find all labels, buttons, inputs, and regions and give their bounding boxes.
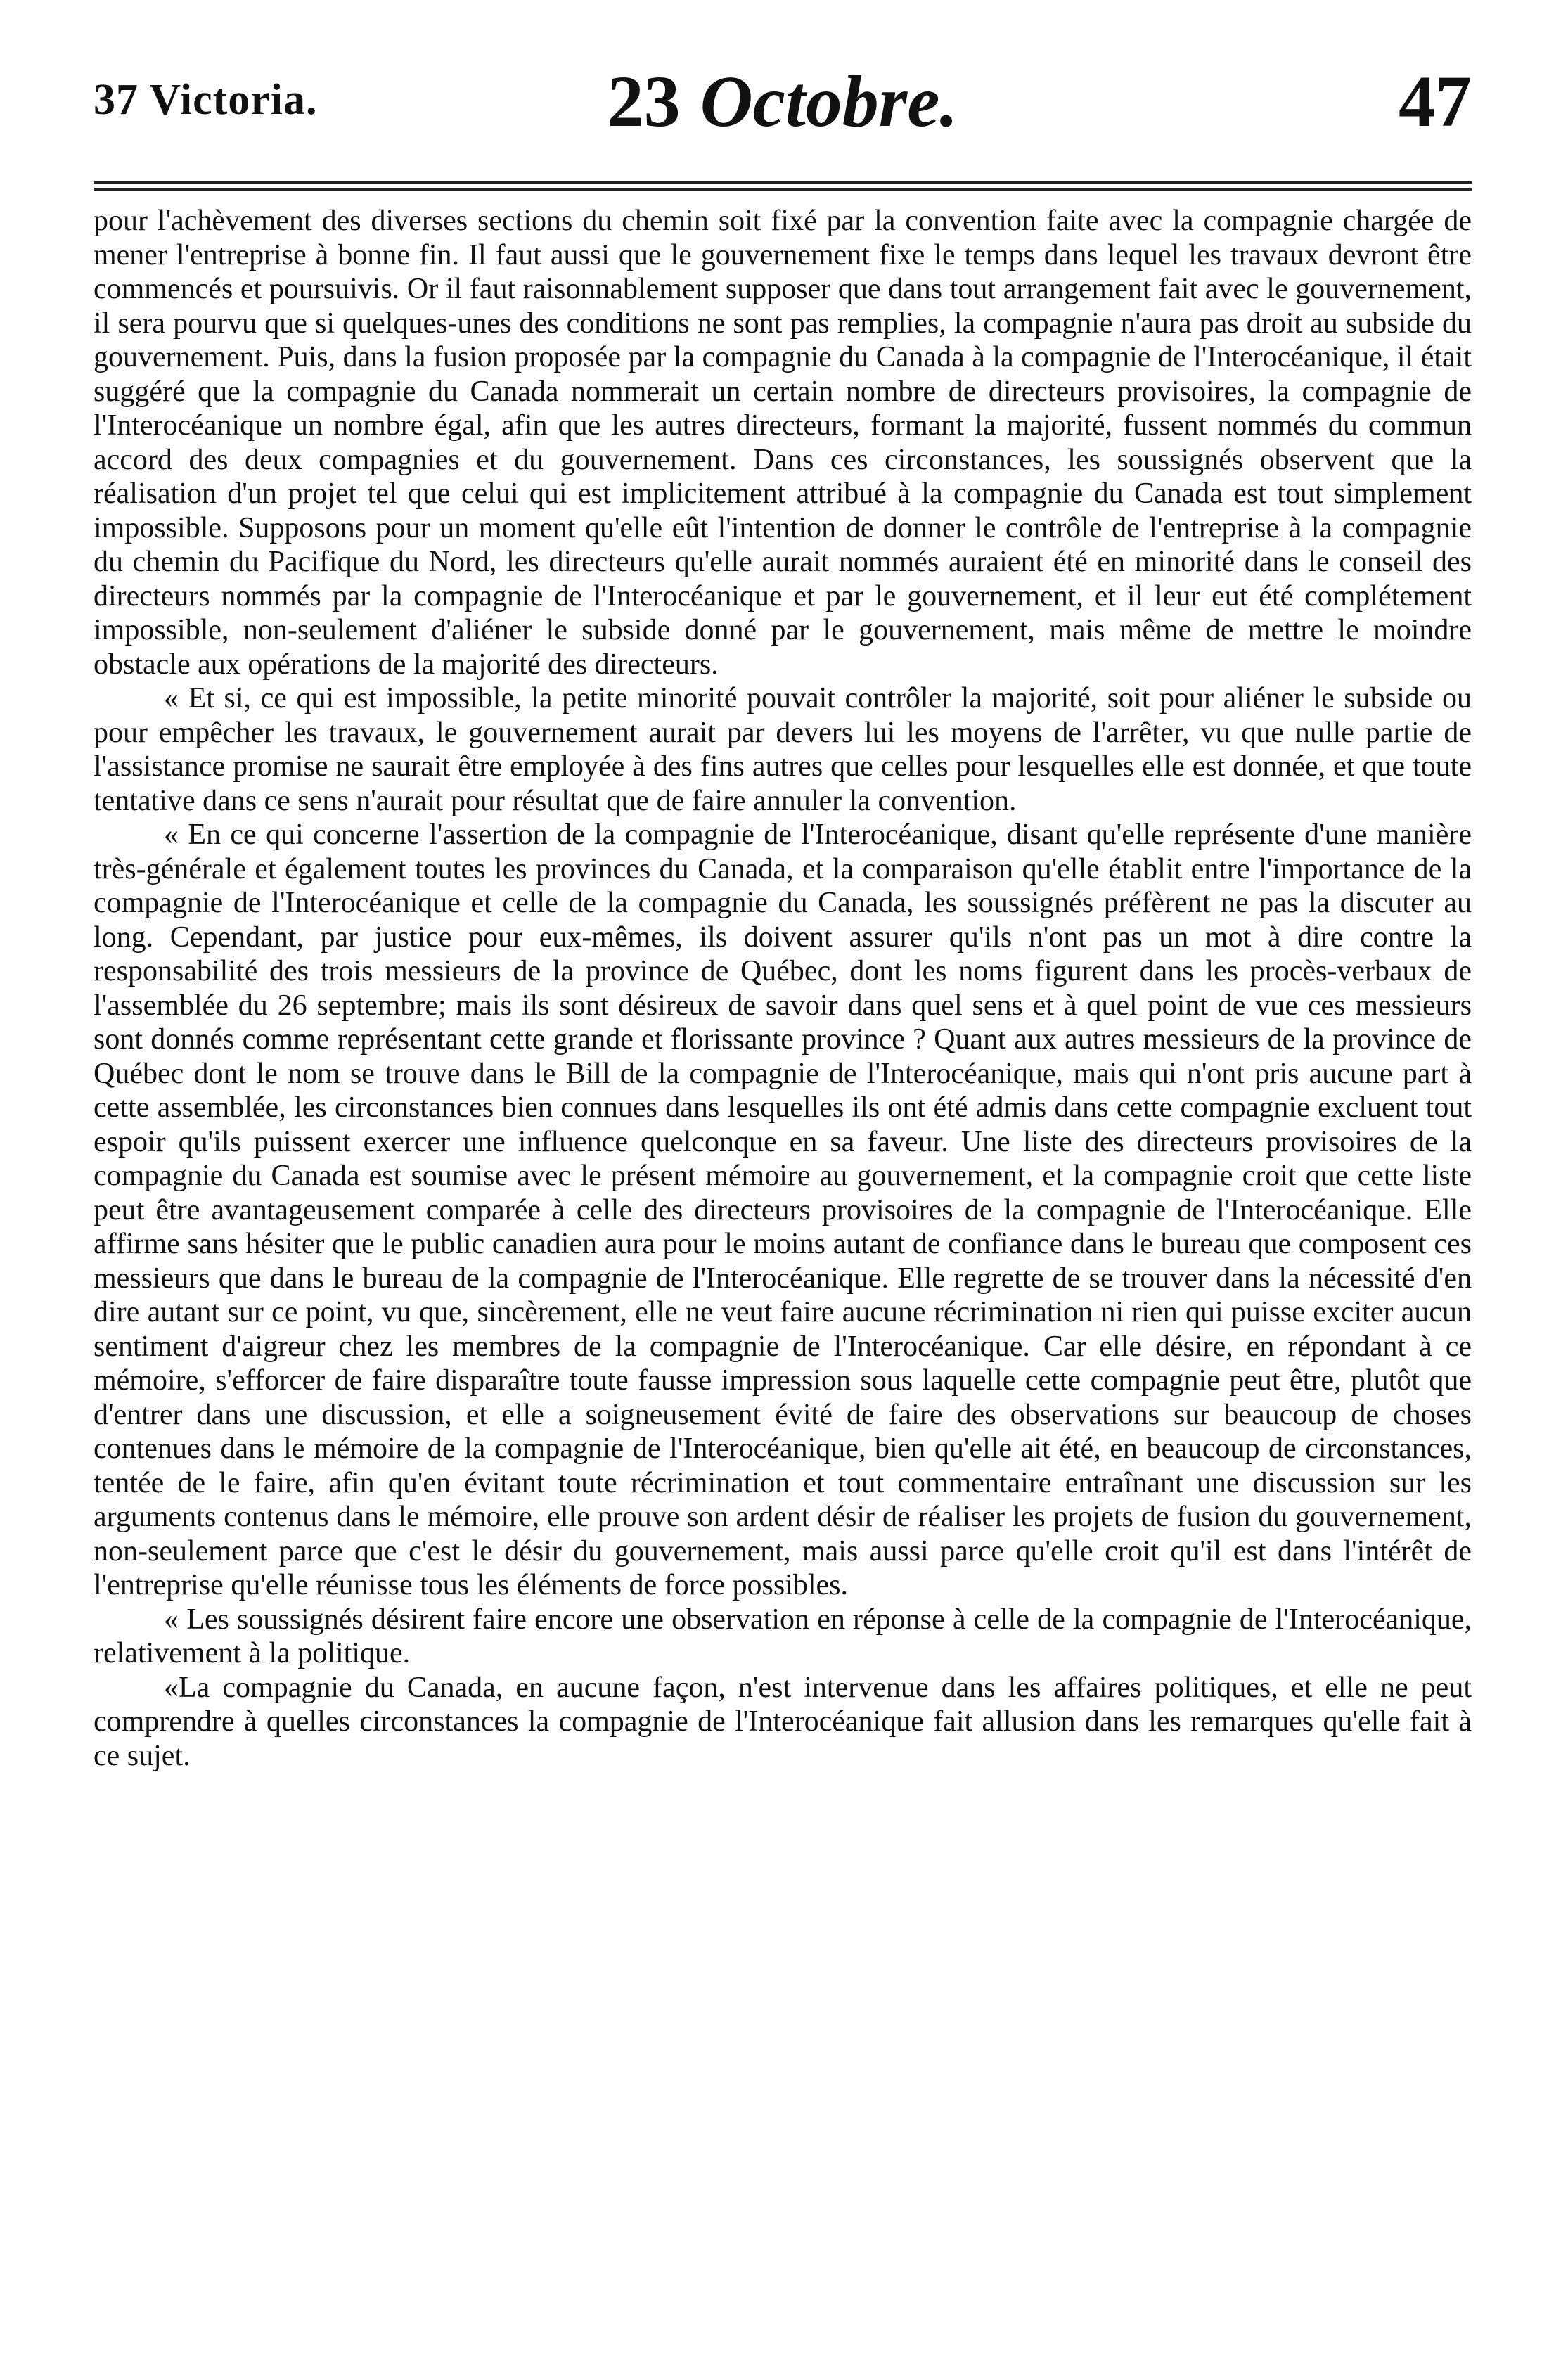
header-day: 23 [607, 61, 681, 142]
header-date [94, 60, 1472, 143]
header-divider-bottom [94, 188, 1472, 191]
document-body [94, 204, 1472, 1773]
header-month: Octobre. [700, 61, 958, 142]
paragraph: pour l'achèvement des diverses sections du chemin soit fixé par la convention faite avec la compagnie chargée de mener l'entreprise à bonne fin. Il faut aussi que le gouvernement fixe le temps dans lequel les travaux devront être commencés et poursuivis. Or il faut raisonnablement supposer que dans tout arrangement fait avec le gouvernement, il sera pourvu que si quelques-unes des conditions ne sont pas remplies, la compagnie n'aura pas droit au subside du gouvernement. Puis, dans la fusion proposée par la compagnie du Canada à la compagnie de l'Interocéanique, il était suggéré que la compagnie du Canada nommerait un certain nombre de directeurs provisoires, la compagnie de l'Interocéanique un nombre égal, afin que les autres directeurs, formant la majorité, fussent nommés du commun accord des deux compagnies et du gouvernement. Dans ces circonstances, les soussignés observent que la réalisation d'un projet tel que celui qui est implicitement attribué à la compagnie du Canada est tout simplement impossible. Supposons pour un moment qu'elle eût l'intention de donner le contrôle de l'entreprise à la compagnie du chemin du Pacifique du Nord, les directeurs qu'elle aurait nommés auraient été en minorité dans le conseil des directeurs nommés par la compagnie de l'Interocéanique et par le gouvernement, et il leur eut été complétement impossible, non-seulement d'aliéner le subside donné par le gouvernement, mais même de mettre le moindre obstacle aux opérations de la majorité des directeurs. [94, 205, 1472, 681]
paragraph: «La compagnie du Canada, en aucune façon, n'est intervenue dans les affaires politiques, et elle ne peut comprendre à quelles circonstances la compagnie de l'Interocéanique fait allusion dans les remarques qu'elle fait à ce sujet. [94, 1671, 1472, 1772]
header-divider-top [94, 181, 1472, 184]
paragraph: « Et si, ce qui est impossible, la petite minorité pouvait contrôler la majorité, soit pour aliéner le subside ou pour empêcher les travaux, le gouvernement aurait par devers lui les moyens de l'arrêter, vu que nulle partie de l'assistance promise ne saurait être employée à des fins autres que celles pour lesquelles elle est donnée, et que toute tentative dans ce sens n'aurait pour résultat que de faire annuler la convention. [94, 682, 1472, 817]
paragraph: « Les soussignés désirent faire encore une observation en réponse à celle de la compagnie de l'Interocéanique, relativement à la politique. [94, 1603, 1472, 1669]
running-header [94, 60, 1472, 144]
header-reign-year: 37 Victoria. [94, 76, 318, 124]
page-number: 47 [1399, 61, 1472, 142]
paragraph: « En ce qui concerne l'assertion de la compagnie de l'Interocéanique, disant qu'elle représente d'une manière très-générale et également toutes les provinces du Canada, et la comparaison qu'elle établit entre l'importance de la compagnie de l'Interocéanique et celle de la compagnie du Canada, les soussignés préfèrent ne pas la discuter au long. Cependant, par justice pour eux-mêmes, ils doivent assurer qu'ils n'ont pas un mot à dire contre la responsabilité des trois messieurs de la province de Québec, dont les noms figurent dans les procès-verbaux de l'assemblée du 26 septembre; mais ils sont désireux de savoir dans quel sens et à quel point de vue ces messieurs sont donnés comme représentant cette grande et florissante province ? Quant aux autres messieurs de la province de Québec dont le nom se trouve dans le Bill de la compagnie de l'Interocéanique, mais qui n'ont pris aucune part à cette assemblée, les circonstances bien connues dans lesquelles ils ont été admis dans cette compagnie excluent tout espoir qu'ils puissent exercer une influence quelconque en sa faveur. Une liste des directeurs provisoires de la compagnie du Canada est soumise avec le présent mémoire au gouvernement, et la compagnie croit que cette liste peut être avantageusement comparée à celle des directeurs provisoires de la compagnie de l'Interocéanique. Elle affirme sans hésiter que le public canadien aura pour le moins autant de confiance dans le bureau que composent ces messieurs que dans le bureau de la compagnie de l'Interocéanique. Elle regrette de se trouver dans la nécessité d'en dire autant sur ce point, vu que, sincèrement, elle ne veut faire aucune récrimination ni rien qui puisse exciter aucun sentiment d'aigreur chez les membres de la compagnie de l'Interocéanique. Car elle désire, en répondant à ce mémoire, s'efforcer de faire disparaître toute fausse impression sous laquelle cette compagnie peut être, plutôt que d'entrer dans une discussion, et elle a soigneusement évité de faire des observations sur beaucoup de choses contenues dans le mémoire de la compagnie de l'Interocéanique, bien qu'elle ait été, en beaucoup de circonstances, tentée de le faire, afin qu'en évitant toute récrimination et tout commentaire entraînant une discussion sur les arguments contenus dans le mémoire, elle prouve son ardent désir de réaliser les projets de fusion du gouvernement, non-seulement parce que c'est le désir du gouvernement, mais aussi parce qu'elle croit qu'il est dans l'intérêt de l'entreprise qu'elle réunisse tous les éléments de force possibles. [94, 819, 1472, 1601]
